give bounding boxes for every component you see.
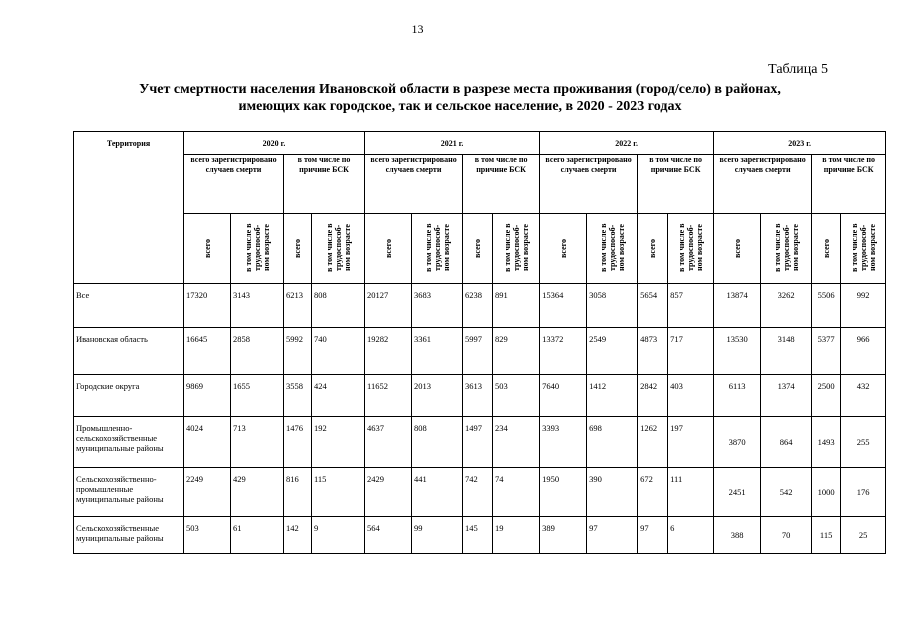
title-line-1: Учет смертности населения Ивановской области в разрезе места проживания (город/село) в районах, — [139, 82, 781, 97]
value-cell: 4637 — [365, 417, 412, 468]
value-cell: 19282 — [365, 328, 412, 375]
value-cell: 829 — [493, 328, 540, 375]
value-cell: 4873 — [638, 328, 668, 375]
value-cell: 6238 — [463, 284, 493, 328]
value-cell: 70 — [761, 517, 812, 554]
table-row — [74, 517, 886, 554]
value-cell: 864 — [761, 417, 812, 468]
value-cell: 99 — [412, 517, 463, 554]
value-cell: 2429 — [365, 468, 412, 517]
value-cell: 891 — [493, 284, 540, 328]
value-cell: 1655 — [231, 375, 284, 417]
value-cell: 403 — [668, 375, 714, 417]
subheader-working-age: в том числе в трудоспособ- ном возрасте — [423, 223, 451, 272]
value-cell: 2858 — [231, 328, 284, 375]
value-cell: 74 — [493, 468, 540, 517]
value-cell: 503 — [493, 375, 540, 417]
value-cell: 15364 — [540, 284, 587, 328]
table-row — [74, 468, 886, 517]
value-cell: 111 — [668, 468, 714, 517]
group-header-bsk: в том числе по причине БСК — [463, 155, 540, 214]
value-cell: 424 — [312, 375, 365, 417]
value-cell: 97 — [587, 517, 638, 554]
value-cell: 3870 — [714, 417, 761, 468]
value-cell: 234 — [493, 417, 540, 468]
year-header-2022: 2022 г. — [540, 132, 714, 155]
document-title — [60, 81, 860, 115]
value-cell: 698 — [587, 417, 638, 468]
value-cell: 6213 — [284, 284, 312, 328]
value-cell: 9 — [312, 517, 365, 554]
subheader-total: всего — [293, 237, 302, 258]
subheader-working-age: в том числе в трудоспособ- ном возрасте — [502, 223, 530, 272]
subheader-working-age: в том числе в трудоспособ- ном возрасте — [677, 223, 705, 272]
value-cell: 992 — [841, 284, 886, 328]
subheader-working-age: в том числе в трудоспособ- ном возрасте — [243, 223, 271, 272]
value-cell: 115 — [312, 468, 365, 517]
value-cell: 3613 — [463, 375, 493, 417]
value-cell: 13874 — [714, 284, 761, 328]
value-cell: 2013 — [412, 375, 463, 417]
value-cell: 1262 — [638, 417, 668, 468]
subheader-working-age: в том числе в трудоспособ- ном возрасте — [324, 223, 352, 272]
value-cell: 11652 — [365, 375, 412, 417]
value-cell: 389 — [540, 517, 587, 554]
value-cell: 564 — [365, 517, 412, 554]
table-row — [74, 375, 886, 417]
value-cell: 5997 — [463, 328, 493, 375]
value-cell: 432 — [841, 375, 886, 417]
value-cell: 255 — [841, 417, 886, 468]
subheader-total: всего — [648, 237, 658, 258]
subheader-total: всего — [383, 237, 393, 258]
value-cell: 97 — [638, 517, 668, 554]
value-cell: 742 — [463, 468, 493, 517]
subheader-total: всего — [473, 237, 483, 258]
value-cell: 3683 — [412, 284, 463, 328]
territory-cell: Городские округа — [74, 375, 184, 417]
territory-cell: Сельскохозяйственные муниципальные районы — [74, 517, 184, 554]
value-cell: 13372 — [540, 328, 587, 375]
value-cell: 2549 — [587, 328, 638, 375]
value-cell: 429 — [231, 468, 284, 517]
value-cell: 1950 — [540, 468, 587, 517]
value-cell: 3558 — [284, 375, 312, 417]
subheader-working-age: в том числе в трудоспособ- ном возрасте — [598, 223, 626, 272]
value-cell: 740 — [312, 328, 365, 375]
table-row — [74, 284, 886, 328]
value-cell: 1476 — [284, 417, 312, 468]
subheader-total: всего — [558, 237, 568, 258]
value-cell: 176 — [841, 468, 886, 517]
value-cell: 441 — [412, 468, 463, 517]
year-header-2021: 2021 г. — [365, 132, 540, 155]
territory-cell: Все — [74, 284, 184, 328]
value-cell: 2249 — [184, 468, 231, 517]
value-cell: 5506 — [812, 284, 841, 328]
value-cell: 3148 — [761, 328, 812, 375]
value-cell: 5377 — [812, 328, 841, 375]
value-cell: 3143 — [231, 284, 284, 328]
value-cell: 20127 — [365, 284, 412, 328]
value-cell: 1493 — [812, 417, 841, 468]
group-header-bsk: в том числе по причине БСК — [284, 155, 365, 214]
table-body — [74, 284, 886, 554]
value-cell: 3058 — [587, 284, 638, 328]
group-header-bsk: в том числе по причине БСК — [638, 155, 714, 214]
group-header-all: всего зарегистрировано случаев смерти — [365, 155, 463, 214]
value-cell: 857 — [668, 284, 714, 328]
value-cell: 4024 — [184, 417, 231, 468]
subheader-total: всего — [821, 237, 831, 258]
table-label: Таблица 5 — [768, 62, 828, 77]
value-cell: 542 — [761, 468, 812, 517]
value-cell: 3262 — [761, 284, 812, 328]
value-cell: 6 — [668, 517, 714, 554]
value-cell: 1412 — [587, 375, 638, 417]
value-cell: 61 — [231, 517, 284, 554]
value-cell: 713 — [231, 417, 284, 468]
value-cell: 717 — [668, 328, 714, 375]
value-cell: 1497 — [463, 417, 493, 468]
subheader-working-age: в том числе в трудоспособ- ном возрасте — [772, 223, 800, 272]
value-cell: 808 — [312, 284, 365, 328]
value-cell: 142 — [284, 517, 312, 554]
value-cell: 16645 — [184, 328, 231, 375]
territory-cell: Промышленно-сельскохозяйственные муниципальные районы — [74, 417, 184, 468]
value-cell: 5992 — [284, 328, 312, 375]
value-cell: 672 — [638, 468, 668, 517]
mortality-table — [73, 131, 886, 554]
value-cell: 13530 — [714, 328, 761, 375]
value-cell: 2500 — [812, 375, 841, 417]
value-cell: 2842 — [638, 375, 668, 417]
territory-cell: Ивановская область — [74, 328, 184, 375]
value-cell: 808 — [412, 417, 463, 468]
value-cell: 1000 — [812, 468, 841, 517]
value-cell: 145 — [463, 517, 493, 554]
value-cell: 25 — [841, 517, 886, 554]
value-cell: 388 — [714, 517, 761, 554]
value-cell: 1374 — [761, 375, 812, 417]
value-cell: 9869 — [184, 375, 231, 417]
group-header-bsk: в том числе по причине БСК — [812, 155, 886, 214]
value-cell: 6113 — [714, 375, 761, 417]
group-header-all: всего зарегистрировано случаев смерти — [540, 155, 638, 214]
value-cell: 19 — [493, 517, 540, 554]
value-cell: 3361 — [412, 328, 463, 375]
table-row — [74, 328, 886, 375]
value-cell: 2451 — [714, 468, 761, 517]
title-line-2: имеющих как городское, так и сельское население, в 2020 - 2023 годах — [238, 99, 682, 114]
value-cell: 390 — [587, 468, 638, 517]
group-header-all: всего зарегистрировано случаев смерти — [184, 155, 284, 214]
value-cell: 966 — [841, 328, 886, 375]
table-row — [74, 417, 886, 468]
value-cell: 5654 — [638, 284, 668, 328]
value-cell: 7640 — [540, 375, 587, 417]
value-cell: 192 — [312, 417, 365, 468]
group-header-all: всего зарегистрировано случаев смерти — [714, 155, 812, 214]
value-cell: 503 — [184, 517, 231, 554]
subheader-total: всего — [732, 237, 742, 258]
value-cell: 816 — [284, 468, 312, 517]
value-cell: 115 — [812, 517, 841, 554]
subheader-working-age: в том числе в трудоспособ- ном возрасте — [849, 223, 877, 272]
year-header-2020: 2020 г. — [184, 132, 365, 155]
value-cell: 197 — [668, 417, 714, 468]
value-cell: 3393 — [540, 417, 587, 468]
year-header-2023: 2023 г. — [714, 132, 886, 155]
territory-header: Территория — [74, 132, 184, 284]
territory-cell: Сельскохозяйственно-промышленные муниципальные районы — [74, 468, 184, 517]
page-number: 13 — [411, 22, 424, 36]
value-cell: 17320 — [184, 284, 231, 328]
subheader-total: всего — [202, 237, 212, 258]
